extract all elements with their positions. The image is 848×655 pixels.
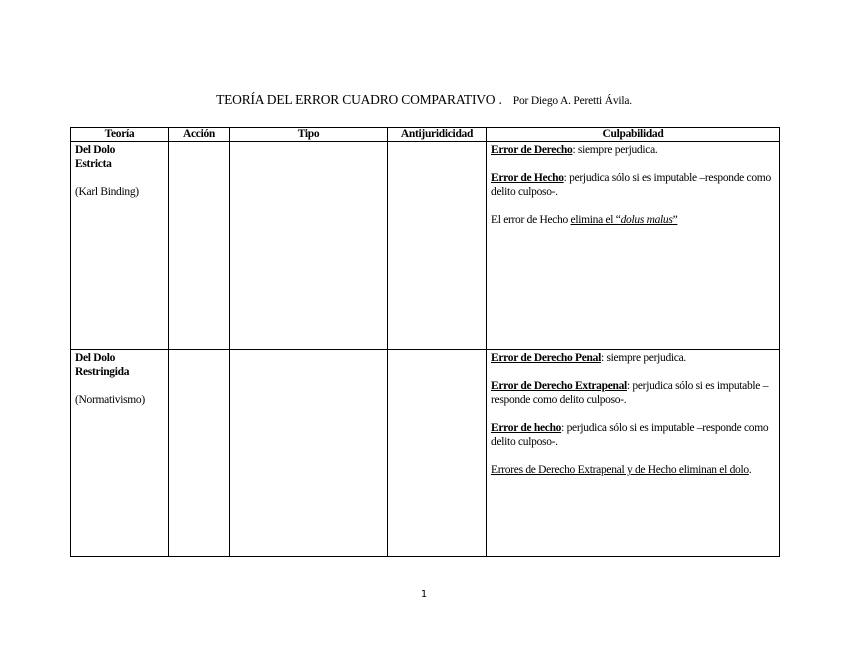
culpabilidad-paragraph [491, 171, 775, 199]
page-title [0, 92, 848, 108]
conclusion-end: . [748, 464, 752, 476]
header-antijuridicidad: Antijuridicidad [388, 128, 487, 142]
cell-culpabilidad [487, 350, 780, 557]
term-text: : siempre perjudica. [600, 352, 686, 364]
term-label: Error de Derecho Penal [491, 352, 601, 364]
theory-name: Del Dolo Restringida [75, 352, 130, 378]
term-label: Error de hecho [491, 422, 562, 434]
comparison-table [70, 127, 780, 557]
closing-quote: ” [672, 214, 678, 226]
theory-subtitle: (Karl Binding) [75, 186, 139, 198]
conclusion-underlined-text: elimina el “ [570, 214, 621, 226]
term-label: Error de Derecho [491, 144, 573, 156]
document-title: TEORÍA DEL ERROR CUADRO COMPARATIVO . [216, 92, 502, 107]
page-number: 1 [420, 589, 428, 600]
term-label: Error de Derecho Extrapenal [491, 380, 627, 392]
cell-teoria [71, 142, 169, 350]
cell-antijuridicidad [388, 350, 487, 557]
cell-teoria [71, 350, 169, 557]
culpabilidad-paragraph [491, 351, 775, 365]
term-text: : perjudica sólo si es imputable –responde como delito culposo-. [491, 422, 769, 448]
header-accion: Acción [169, 128, 230, 142]
conclusion-text: El error de Hecho [491, 214, 571, 226]
table-row [71, 142, 780, 350]
conclusion-underlined: Errores de Derecho Extrapenal y de Hecho eliminan el dolo [491, 464, 749, 476]
header-teoria: Teoría [71, 128, 169, 142]
cell-accion [169, 350, 230, 557]
theory-subtitle: (Normativismo) [75, 394, 145, 406]
culpabilidad-paragraph [491, 379, 775, 407]
term-text: : siempre perjudica. [572, 144, 658, 156]
cell-culpabilidad [487, 142, 780, 350]
table-header-row [71, 128, 780, 142]
table-row [71, 350, 780, 557]
term-text: : perjudica sólo si es imputable –responde como delito culposo-. [491, 380, 769, 406]
term-label: Error de Hecho [491, 172, 564, 184]
culpabilidad-paragraph [491, 213, 775, 227]
cell-antijuridicidad [388, 142, 487, 350]
cell-tipo [230, 350, 388, 557]
conclusion-underlined [571, 214, 678, 226]
document-author: Por Diego A. Peretti Ávila. [512, 95, 632, 107]
cell-accion [169, 142, 230, 350]
header-culpabilidad: Culpabilidad [487, 128, 780, 142]
header-tipo: Tipo [230, 128, 388, 142]
term-text: : perjudica sólo si es imputable –responde como delito culposo-. [491, 172, 771, 198]
dolus-malus-term: dolus malus [620, 214, 673, 226]
cell-tipo [230, 142, 388, 350]
culpabilidad-paragraph [491, 421, 775, 449]
culpabilidad-paragraph [491, 143, 775, 157]
theory-name: Del Dolo Estricta [75, 144, 116, 170]
culpabilidad-paragraph [491, 463, 775, 477]
